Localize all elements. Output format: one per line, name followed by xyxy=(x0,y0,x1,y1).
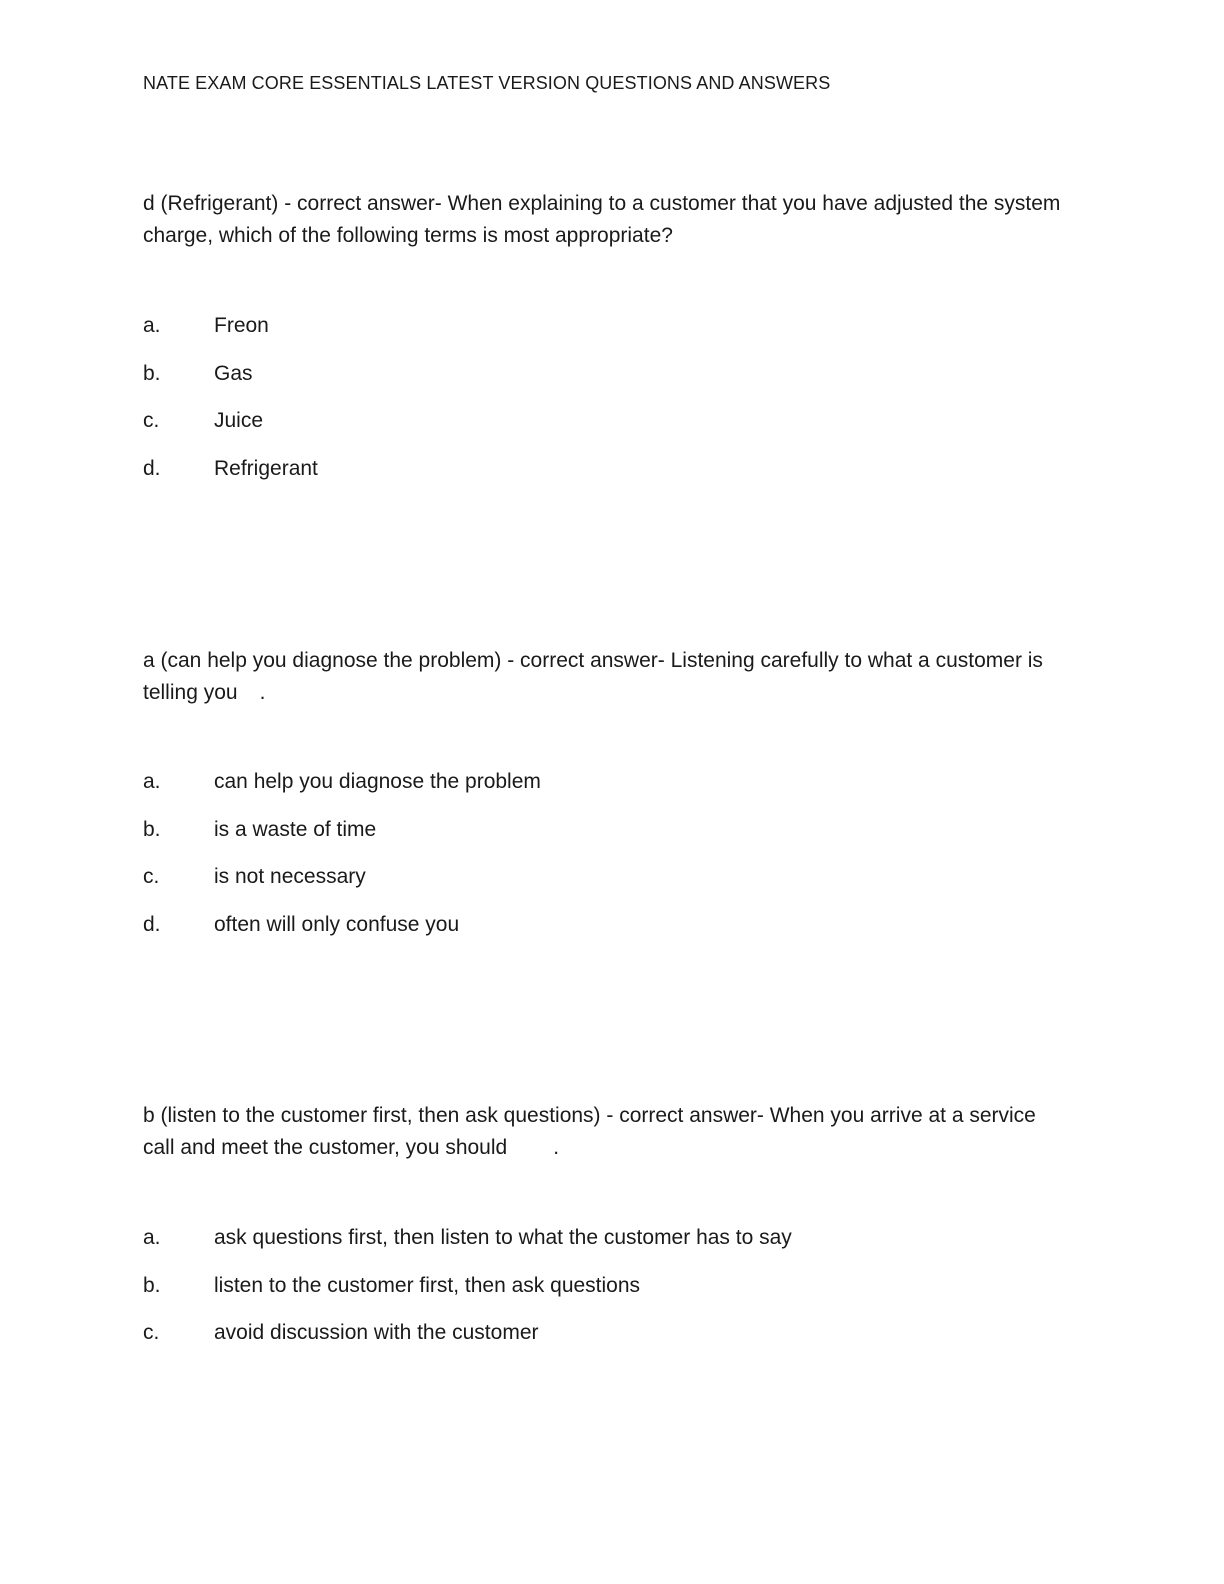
option-text: Juice xyxy=(214,409,264,432)
option-letter: d. xyxy=(143,912,161,936)
option-text: is a waste of time xyxy=(214,817,377,841)
option-item xyxy=(143,865,541,913)
option-letter: b. xyxy=(143,361,161,385)
option-letter: a. xyxy=(143,1226,161,1249)
option-text: often will only confuse you xyxy=(214,912,460,936)
question-2-body: a (can help you diagnose the problem) - correct answer- Listening carefully to what a customer is telling you xyxy=(143,649,1043,704)
option-item xyxy=(143,409,318,457)
option-text: ask questions first, then listen to what the customer has to say xyxy=(214,1226,792,1249)
option-letter: a. xyxy=(143,770,161,793)
option-item xyxy=(143,1226,792,1274)
option-text: avoid discussion with the customer xyxy=(214,1321,539,1344)
question-1-body: d (Refrigerant) - correct answer- When explaining to a customer that you have adjusted the system charge, which of the following terms is most appropriate? xyxy=(143,192,1061,247)
option-text: Refrigerant xyxy=(214,456,318,480)
question-3-body: b (listen to the customer first, then ask questions) - correct answer- When you arrive at a service call and meet the customer, you should xyxy=(143,1104,1036,1159)
question-1-options xyxy=(143,314,318,504)
option-letter: b. xyxy=(143,1273,161,1297)
question-2-period: . xyxy=(259,681,266,704)
option-item xyxy=(143,457,318,505)
option-item xyxy=(143,1321,792,1369)
option-letter: d. xyxy=(143,456,161,480)
option-text: listen to the customer first, then ask questions xyxy=(214,1273,641,1297)
option-item xyxy=(143,1274,792,1322)
option-text: can help you diagnose the problem xyxy=(214,770,541,793)
question-3-period: . xyxy=(553,1136,560,1159)
option-item xyxy=(143,818,541,866)
option-text: Gas xyxy=(214,361,253,385)
option-item xyxy=(143,770,541,818)
option-letter: c. xyxy=(143,409,160,432)
question-2-text xyxy=(143,645,1073,709)
question-3-text xyxy=(143,1100,1073,1164)
option-letter: b. xyxy=(143,817,161,841)
document-title: NATE EXAM CORE ESSENTIALS LATEST VERSION QUESTIONS AND ANSWERS xyxy=(143,73,831,93)
option-text: is not necessary xyxy=(214,865,366,888)
option-letter: c. xyxy=(143,1321,160,1344)
question-3-options xyxy=(143,1226,792,1369)
question-1-text xyxy=(143,188,1073,252)
option-item xyxy=(143,314,318,362)
option-letter: a. xyxy=(143,314,161,337)
option-letter: c. xyxy=(143,865,160,888)
option-text: Freon xyxy=(214,314,269,337)
question-2-options xyxy=(143,770,541,960)
option-item xyxy=(143,913,541,961)
option-item xyxy=(143,362,318,410)
